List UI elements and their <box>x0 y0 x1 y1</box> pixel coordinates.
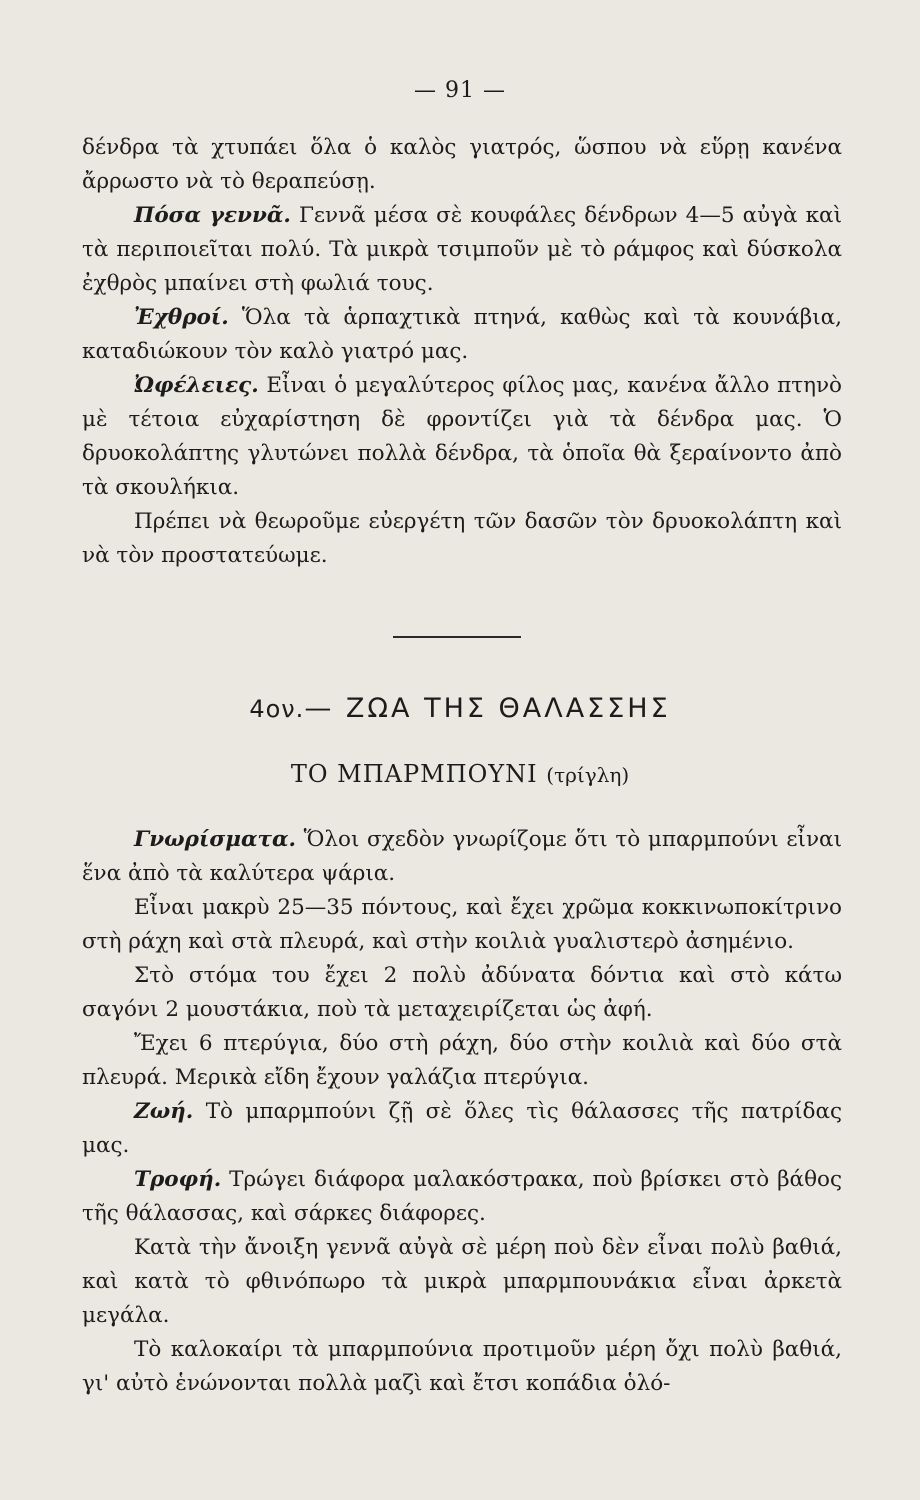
paragraph-text: Εἶναι ὁ μεγαλύτερος φίλος μας, κανένα ἄλλο πτηνὸ μὲ τέτοια εὐχαρίστηση δὲ φροντίζει γιὰ τὰ δένδρα μας. Ὁ δρυοκολάπτης γλυτώνει πολλὰ δένδρα, τὰ ὁποῖα θὰ ξεραίνοντο ἀπὸ τὰ σκουλήκια. <box>82 373 842 500</box>
bottom-text-block <box>82 823 842 1401</box>
paragraph <box>82 1095 842 1163</box>
paragraph-text: Πρέπει νὰ θεωροῦμε εὐεργέτη τῶν δασῶν τὸν δρυοκολάπτη καὶ νὰ τὸν προστατεύωμε. <box>82 509 842 568</box>
paragraph-lead: Ἐχθροί. <box>134 305 229 330</box>
paragraph <box>82 1231 842 1333</box>
paragraph-text: Τὸ καλοκαίρι τὰ μπαρμπούνια προτιμοῦν μέρη ὄχι πολὺ βαθιά, γι' αὐτὸ ἑνώνονται πολλὰ μαζὶ καὶ ἔτσι κοπάδια ὁλό- <box>82 1337 842 1396</box>
subtitle-paren: (τρίγλη) <box>546 763 630 787</box>
paragraph-lead: Ὠφέλειες. <box>134 373 259 398</box>
paragraph-text: δένδρα τὰ χτυπάει ὅλα ὁ καλὸς γιατρός, ὥσπου νὰ εὕρῃ κανένα ἄρρωστο νὰ τὸ θεραπεύσῃ. <box>82 135 842 194</box>
chapter-title: — ΖΩΑ ΤΗΣ ΘΑΛΑΣΣΗΣ <box>304 693 671 724</box>
paragraph <box>82 959 842 1027</box>
paragraph <box>82 301 842 369</box>
paragraph <box>82 1027 842 1095</box>
paragraph-text: Τρώγει διάφορα μαλακόστρακα, ποὺ βρίσκει στὸ βάθος τῆς θάλασσας, καὶ σάρκες διάφορες. <box>82 1167 842 1226</box>
chapter-number: 4ον. <box>249 695 305 723</box>
paragraph <box>82 1163 842 1231</box>
paragraph <box>82 891 842 959</box>
paragraph-text: Στὸ στόμα του ἔχει 2 πολὺ ἀδύνατα δόντια καὶ στὸ κάτω σαγόνι 2 μουστάκια, ποὺ τὰ μεταχειρίζεται ὡς ἀφή. <box>82 963 842 1022</box>
paragraph-text: Γεννᾶ μέσα σὲ κουφάλες δένδρων 4—5 αὐγὰ καὶ τὰ περιποιεῖται πολύ. Τὰ μικρὰ τσιμποῦν μὲ τὸ ράμφος καὶ δύσκολα ἐχθρὸς μπαίνει στὴ φωλιά τους. <box>82 203 843 296</box>
paragraph-lead: Γνωρίσματα. <box>134 827 296 852</box>
paragraph-text: Ὅλοι σχεδὸν γνωρίζομε ὅτι τὸ μπαρμπούνι εἶναι ἕνα ἀπὸ τὰ καλύτερα ψάρια. <box>82 827 842 886</box>
paragraph-lead: Πόσα γεννᾶ. <box>134 203 291 228</box>
page-number: — 91 — <box>414 78 506 103</box>
paragraph-text: Εἶναι μακρὺ 25—35 πόντους, καὶ ἔχει χρῶμα κοκκινωποκίτρινο στὴ ράχη καὶ στὰ πλευρά, καὶ στὴν κοιλιὰ γυαλιστερὸ ἀσημένιο. <box>82 895 842 954</box>
paragraph <box>82 505 842 573</box>
paragraph-text: Ἔχει 6 πτερύγια, δύο στὴ ράχη, δύο στὴν κοιλιὰ καὶ δύο στὰ πλευρά. Μερικὰ εἴδη ἔχουν γαλάζια πτερύγια. <box>82 1031 842 1090</box>
paragraph-text: Ὅλα τὰ ἁρπαχτικὰ πτηνά, καθὼς καὶ τὰ κουνάβια, καταδιώκουν τὸν καλὸ γιατρό μας. <box>82 305 842 364</box>
section-divider <box>393 636 521 638</box>
paragraph <box>82 1333 842 1401</box>
subtitle-main: ΤΟ ΜΠΑΡΜΠΟΥΝΙ <box>290 760 538 788</box>
top-text-block <box>82 131 842 573</box>
paragraph <box>82 369 842 505</box>
chapter-heading <box>0 693 920 724</box>
paragraph <box>82 131 842 199</box>
paragraph-text: Τὸ μπαρμπούνι ζῇ σὲ ὅλες τὶς θάλασσες τῆς πατρίδας μας. <box>82 1099 842 1158</box>
paragraph <box>82 823 842 891</box>
paragraph-text: Κατὰ τὴν ἄνοιξη γεννᾶ αὐγὰ σὲ μέρη ποὺ δὲν εἶναι πολὺ βαθιά, καὶ κατὰ τὸ φθινόπωρο τὰ μικρὰ μπαρμπουνάκια εἶναι ἀρκετὰ μεγάλα. <box>82 1235 842 1328</box>
paragraph-lead: Τροφή. <box>134 1167 222 1192</box>
paragraph <box>82 199 842 301</box>
section-subtitle <box>0 760 920 788</box>
paragraph-lead: Ζωή. <box>134 1099 194 1124</box>
